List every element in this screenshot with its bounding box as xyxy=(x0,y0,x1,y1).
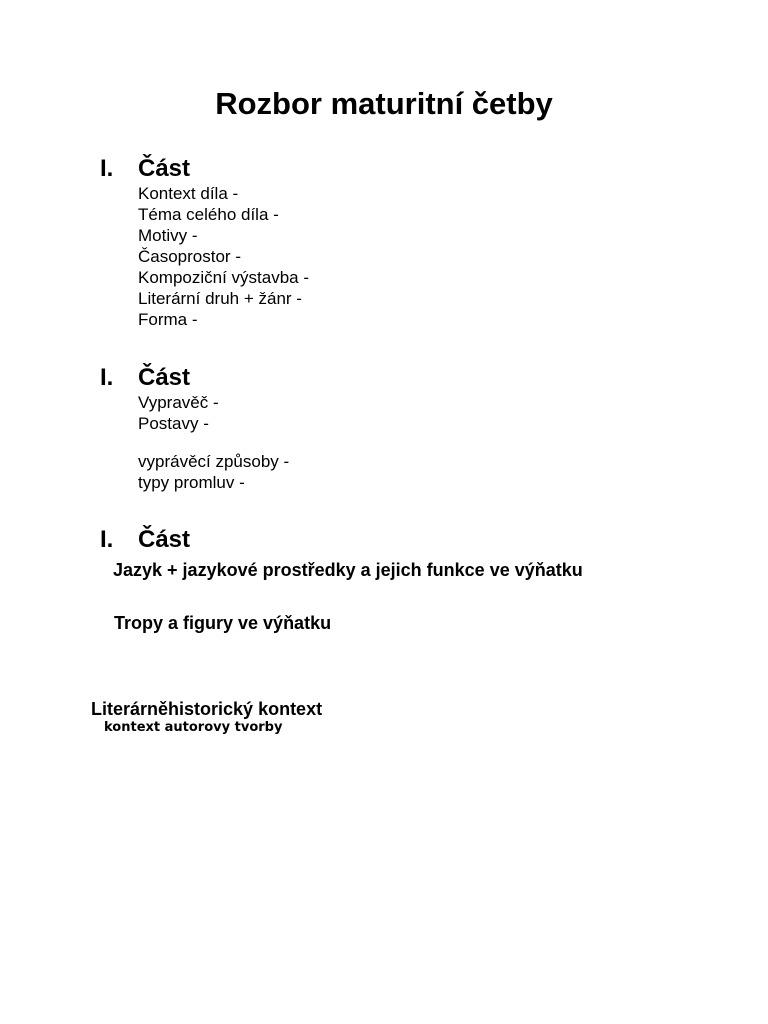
list-item: vyprávěcí způsoby - xyxy=(138,452,290,471)
literary-context-subheading: kontext autorovy tvorby xyxy=(104,720,283,735)
section-3-number: I. xyxy=(100,526,114,553)
section-2-items-group-1 xyxy=(138,392,219,434)
section-1-items xyxy=(138,183,309,330)
section-3-language-line: Jazyk + jazykové prostředky a jejich funkce ve výňatku xyxy=(113,560,583,580)
list-item: Vypravěč - xyxy=(138,393,219,412)
literary-context-heading: Literárněhistorický kontext xyxy=(91,699,323,719)
list-item: Literární druh + žánr - xyxy=(138,289,302,308)
section-1-heading xyxy=(100,155,190,183)
section-2-heading xyxy=(100,364,190,392)
list-item: typy promluv - xyxy=(138,473,245,492)
list-item: Kompoziční výstavba - xyxy=(138,268,310,287)
section-2-number: I. xyxy=(100,364,114,391)
list-item: Kontext díla - xyxy=(138,184,239,203)
list-item: Téma celého díla - xyxy=(138,205,279,224)
section-2-title: Část xyxy=(138,364,191,391)
section-2-items-group-2 xyxy=(138,451,289,493)
section-3-heading xyxy=(100,526,190,554)
document-title: Rozbor maturitní četby xyxy=(215,86,553,121)
section-3-tropes-line: Tropy a figury ve výňatku xyxy=(114,613,332,633)
list-item: Časoprostor - xyxy=(138,247,241,266)
list-item: Postavy - xyxy=(138,414,209,433)
list-item: Forma - xyxy=(138,310,198,329)
section-3-title: Část xyxy=(138,526,191,553)
list-item: Motivy - xyxy=(138,226,198,245)
section-1-title: Část xyxy=(138,155,191,182)
section-1-number: I. xyxy=(100,155,114,182)
